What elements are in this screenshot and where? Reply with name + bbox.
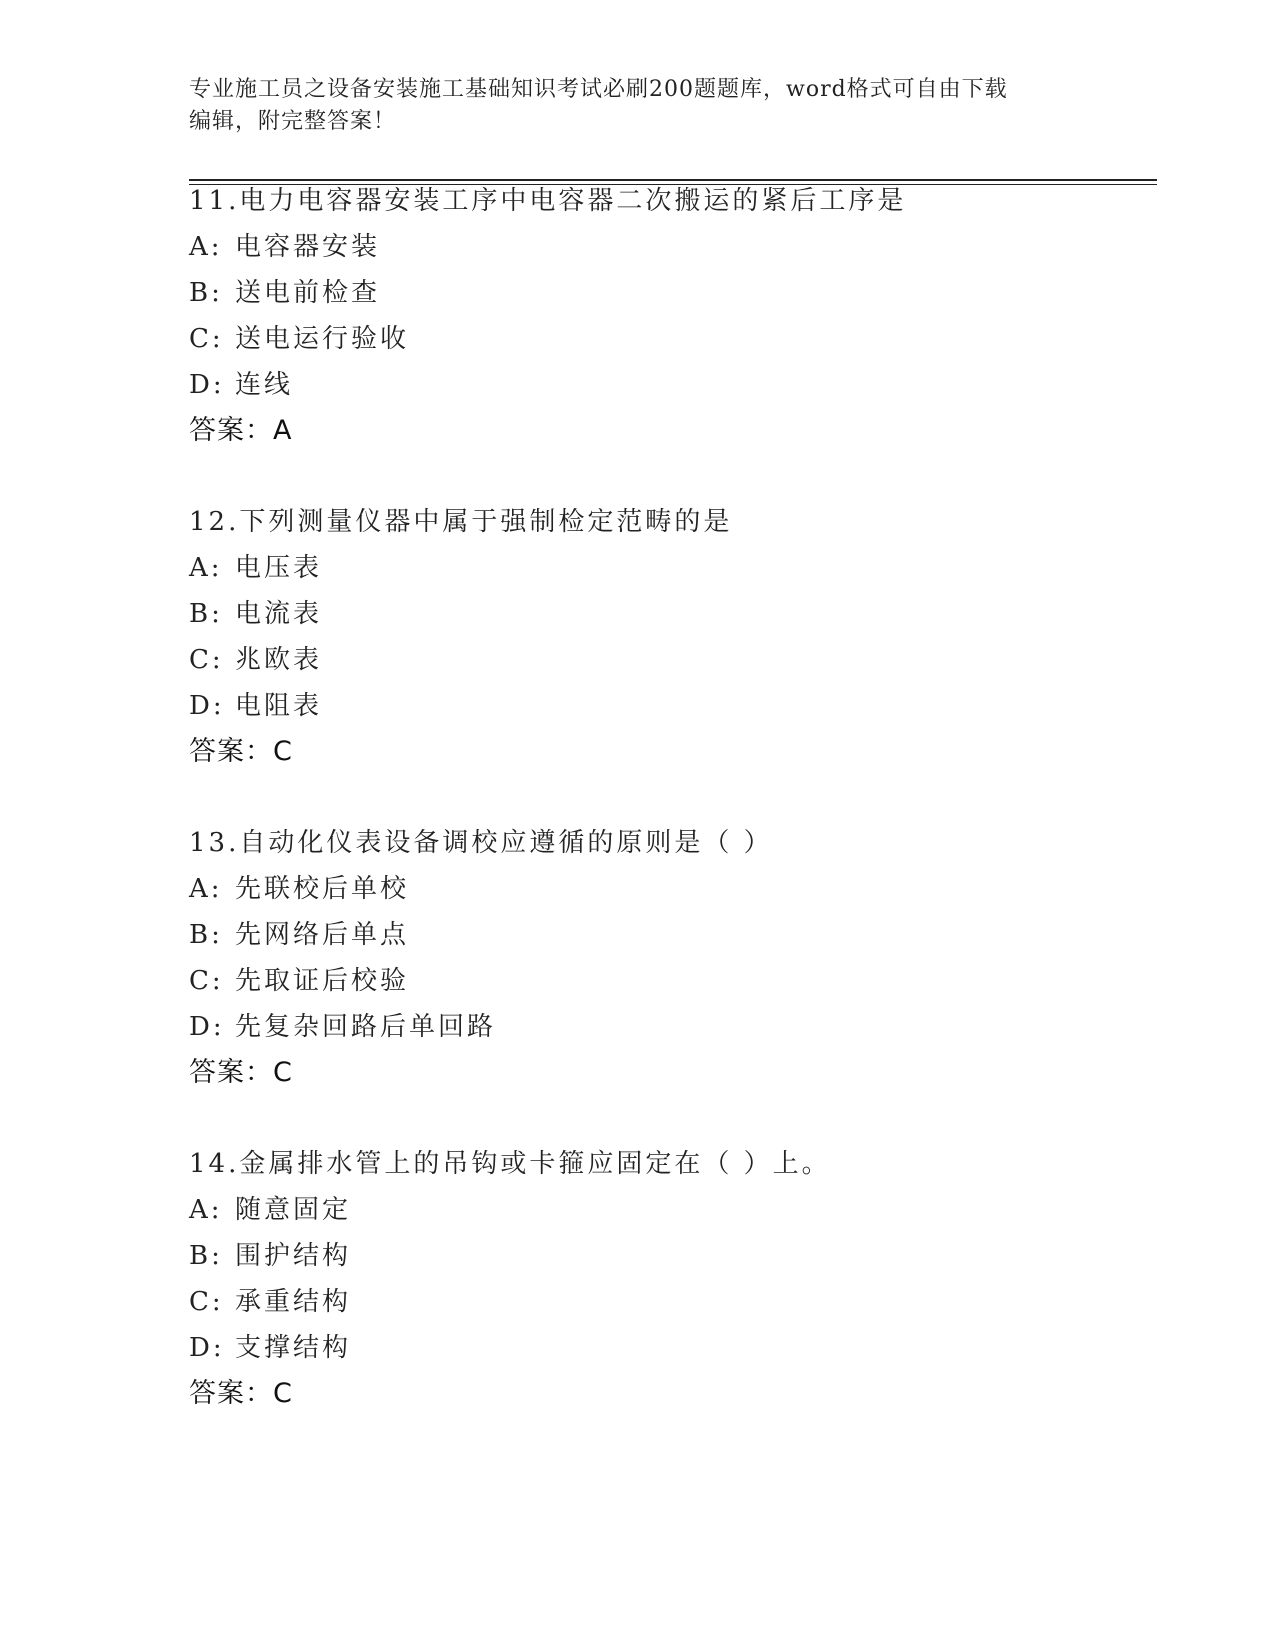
option-letter: C:: [189, 1287, 224, 1317]
option-b: [189, 591, 1157, 637]
answer-line: 答案：C: [189, 1057, 293, 1088]
option-text: 支撑结构: [235, 1333, 352, 1363]
option-text: 连线: [235, 370, 294, 400]
option-a: [189, 866, 1157, 912]
question-11: [189, 178, 1157, 454]
answer-line: 答案：C: [189, 736, 293, 767]
option-c: [189, 1279, 1157, 1325]
option-text: 电压表: [235, 553, 323, 583]
option-text: 承重结构: [235, 1287, 352, 1317]
option-a: [189, 1187, 1157, 1233]
option-letter: B:: [189, 920, 223, 950]
header-line-2: 编辑，附完整答案！: [189, 109, 397, 134]
question-13: [189, 820, 1157, 1096]
answer-line: 答案：A: [189, 415, 293, 446]
option-letter: D:: [189, 370, 225, 400]
answer-line: 答案：C: [189, 1378, 293, 1409]
option-letter: A:: [189, 232, 223, 262]
option-c: [189, 316, 1157, 362]
option-letter: B:: [189, 278, 223, 308]
option-text: 先复杂回路后单回路: [235, 1012, 497, 1042]
option-letter: D:: [189, 1012, 225, 1042]
option-d: [189, 1004, 1157, 1050]
option-c: [189, 637, 1157, 683]
option-letter: A:: [189, 1195, 223, 1225]
option-letter: D:: [189, 1333, 225, 1363]
question-stem: 14.金属排水管上的吊钩或卡箍应固定在（ ）上。: [189, 1149, 831, 1179]
question-stem: 11.电力电容器安装工序中电容器二次搬运的紧后工序是: [189, 186, 907, 216]
question-stem: 12.下列测量仪器中属于强制检定范畴的是: [189, 507, 733, 537]
option-letter: C:: [189, 645, 224, 675]
header-line-1: 专业施工员之设备安装施工基础知识考试必刷200题题库，word格式可自由下载: [189, 77, 1008, 102]
option-d: [189, 362, 1157, 408]
question-stem: 13.自动化仪表设备调校应遵循的原则是（ ）: [189, 828, 773, 858]
option-text: 兆欧表: [235, 645, 323, 675]
option-c: [189, 958, 1157, 1004]
option-b: [189, 1233, 1157, 1279]
option-text: 先取证后校验: [235, 966, 410, 996]
option-letter: B:: [189, 1241, 223, 1271]
option-text: 电阻表: [235, 691, 323, 721]
option-b: [189, 270, 1157, 316]
option-text: 电容器安装: [235, 232, 381, 262]
option-a: [189, 224, 1157, 270]
option-letter: C:: [189, 324, 224, 354]
option-text: 送电前检查: [235, 278, 381, 308]
option-d: [189, 1325, 1157, 1371]
option-letter: A:: [189, 553, 223, 583]
option-letter: D:: [189, 691, 225, 721]
option-letter: A:: [189, 874, 223, 904]
option-text: 先网络后单点: [235, 920, 410, 950]
question-14: [189, 1141, 1157, 1417]
option-b: [189, 912, 1157, 958]
option-letter: C:: [189, 966, 224, 996]
option-text: 电流表: [235, 599, 323, 629]
option-a: [189, 545, 1157, 591]
option-text: 随意固定: [235, 1195, 352, 1225]
option-d: [189, 683, 1157, 729]
option-text: 先联校后单校: [235, 874, 410, 904]
option-text: 送电运行验收: [235, 324, 410, 354]
question-12: [189, 499, 1157, 775]
option-text: 围护结构: [235, 1241, 352, 1271]
document-header: [189, 74, 1089, 138]
option-letter: B:: [189, 599, 223, 629]
